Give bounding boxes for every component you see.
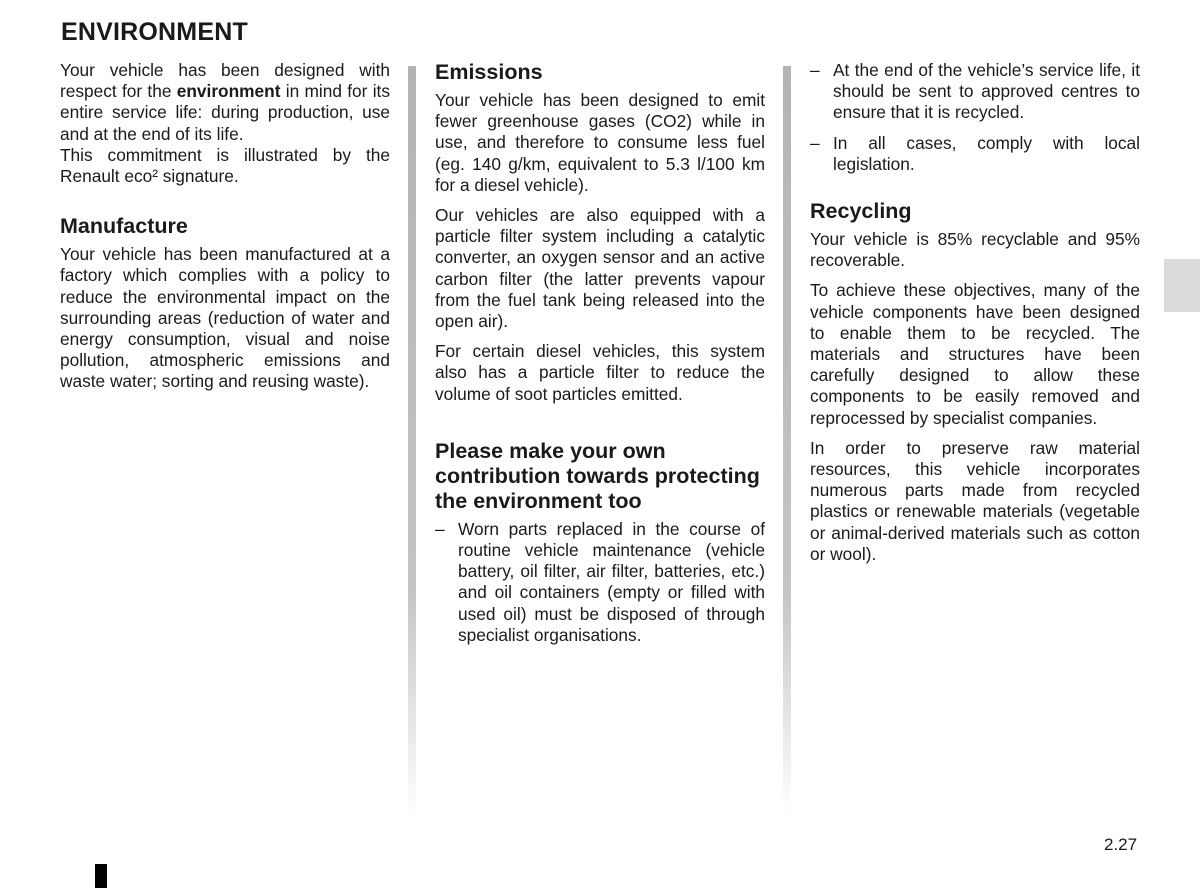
emissions-paragraph: Your vehicle has been designed to emit fewer greenhouse gases (CO2) while in use, and therefore to consume less fuel (eg. 140 g/km, equivalent to 5.3 l/100 km for a diesel vehicle).	[435, 90, 765, 195]
column-separator	[783, 66, 791, 816]
page-title: ENVIRONMENT	[61, 18, 248, 46]
list-item: – In all cases, comply with local legislation.	[810, 132, 1140, 174]
manufacture-paragraph: Your vehicle has been manufactured at a factory which complies with a policy to reduce the environmental impact on the surrounding areas (reduction of water and energy consumption, visual and noise pollution, atmospheric emissions and waste water; sorting and reusing waste).	[60, 244, 390, 392]
dash-bullet: –	[810, 60, 820, 80]
page-number: 2.27	[1104, 835, 1138, 854]
dash-bullet: –	[435, 518, 445, 539]
crop-mark	[95, 864, 107, 888]
contribution-heading: Please make your own contribution towards protecting the environment too	[435, 438, 760, 513]
emissions-paragraph: For certain diesel vehicles, this system also has a particle filter to reduce the volume of soot particles emitted.	[435, 341, 765, 404]
recycling-paragraph: To achieve these objectives, many of the vehicle components have been designed to enable them to be recycled. The materials and structures have been carefully designed to allow these components to be easily removed and reprocessed by specialist companies.	[810, 280, 1140, 428]
dash-bullet: –	[810, 132, 820, 153]
intro-paragraph-2: This commitment is illustrated by the Renault eco² signature.	[60, 144, 390, 187]
recycling-paragraph: Your vehicle is 85% recyclable and 95% recoverable.	[810, 229, 1140, 271]
column-left	[60, 60, 390, 402]
contribution-list	[435, 519, 765, 646]
list-item: – Worn parts replaced in the course of routine vehicle maintenance (vehicle battery, oil filter, air filter, batteries, etc.) and oil containers (empty or filled with used oil) must be disposed of through specialist organisations.	[435, 518, 765, 645]
intro-paragraph: Your vehicle has been designed with respect for the environment in mind for its entire service life: during production, use and at the end of its life.	[60, 60, 391, 144]
disposal-list	[810, 60, 1140, 175]
emissions-heading: Emissions	[435, 60, 543, 84]
section-tab	[1164, 259, 1200, 312]
emissions-paragraph: Our vehicles are also equipped with a particle filter system including a catalytic converter, an oxygen sensor and an active carbon filter (the latter prevents vapour from the fuel tank being released into the open air).	[435, 205, 765, 332]
column-separator	[408, 66, 416, 816]
list-item: – At the end of the vehicle’s service life, it should be sent to approved centres to ensure that it is recycled.	[810, 60, 1140, 123]
column-middle	[435, 60, 765, 655]
manufacture-heading: Manufacture	[60, 214, 188, 239]
column-right	[810, 60, 1140, 574]
recycling-heading: Recycling	[810, 199, 912, 224]
recycling-paragraph: In order to preserve raw material resources, this vehicle incorporates numerous parts made from recycled plastics or renewable materials (vegetable or animal-derived materials such as cotton or wool).	[810, 437, 1140, 564]
